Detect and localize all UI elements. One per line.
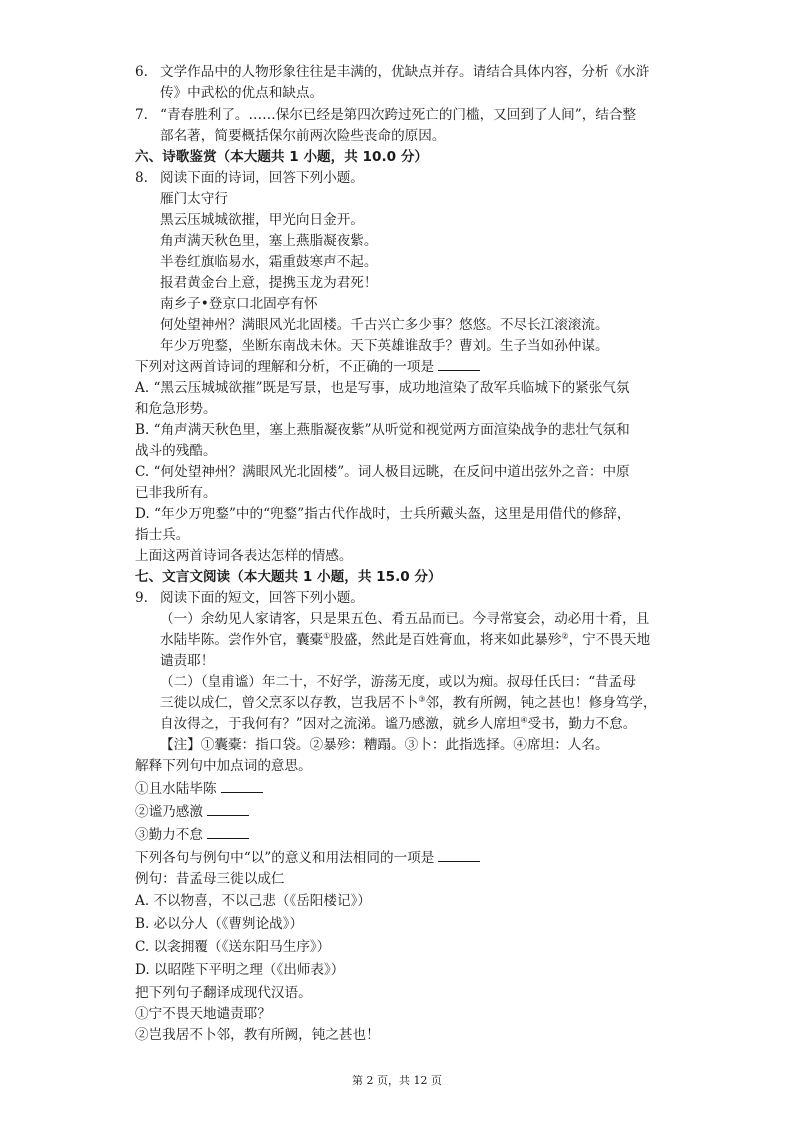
answer-blank[interactable] [438, 357, 480, 371]
question-stem: 下列对这两首诗词的理解和分析，不正确的一项是 [135, 357, 480, 377]
passage-line: 三徙以成仁，曾父烹豕以存教，岂我居不卜③邻，教有所阙，钝之甚也！修身笃学， [160, 694, 657, 711]
passage-line: 谴责耶！ [160, 653, 215, 669]
footnote: 【注】①囊橐：指口袋。②暴殄：糟蹋。③卜：此指选择。④席坦：人名。 [160, 737, 609, 753]
option-text: 指士兵。 [135, 527, 190, 543]
option-c: C. “何处望神州？满眼风光北固楼”。词人极目远眺，在反问中道出弦外之音：中原 [135, 464, 630, 480]
option-a: A. “黑云压城城欲摧”既是写景，也是写事，成功地渲染了敌军兵临城下的紧张气氛 [135, 380, 630, 396]
question-intro: 阅读下面的短文，回答下列小题。 [160, 590, 364, 606]
sub-question-item: ②岂我居不卜邻，教有所阙，钝之甚也！ [135, 1027, 380, 1043]
option-d: D. 以昭陛下平明之理（《出师表》） [135, 962, 345, 978]
passage-line: 水陆毕陈。尝作外官，囊橐①股盛，然此是百姓膏血，将来如此暴殄②，宁不畏天地 [160, 631, 651, 648]
question-text: “青春胜利了。……保尔已经是第四次跨过死亡的门槛，又回到了人间”，结合整 [160, 107, 637, 123]
poem-line: 角声满天秋色里，塞上燕脂凝夜紫。 [160, 233, 378, 249]
sub-question-stem: 解释下列句中加点词的意思。 [135, 758, 312, 774]
poem-line: 黑云压城城欲摧，甲光向日金开。 [160, 212, 364, 228]
poem-line: 半卷红旗临易水，霜重鼓寒声不起。 [160, 254, 378, 270]
question-number: 7. [135, 107, 148, 123]
poem-title: 南乡子•登京口北固亭有怀 [160, 296, 318, 312]
footnote-mark: ① [323, 631, 331, 641]
question-number: 6. [135, 64, 148, 80]
sub-question-item: ①宁不畏天地谴责耶？ [135, 1006, 271, 1022]
footnote-mark: ③ [418, 694, 426, 704]
passage-line: （一）余幼见人家请客，只是果五色、肴五品而已。今寻常宴会，动必用十肴，且 [160, 611, 650, 627]
sub-question-item: ①且水陆毕陈 [135, 779, 263, 799]
question-text: 上面这两首诗词各表达怎样的情感。 [135, 548, 353, 564]
poem-line: 年少万兜鍪，坐断东南战未休。天下英雄谁敌手？曹刘。生子当如孙仲谋。 [160, 338, 609, 354]
answer-blank[interactable] [221, 779, 263, 793]
option-a: A. 不以物喜，不以己悲（《岳阳楼记》） [135, 893, 371, 909]
question-number: 8. [135, 170, 148, 186]
poem-title: 雁门太守行 [160, 191, 228, 207]
passage-line: （二）（皇甫谧）年二十，不好学，游荡无度，或以为痴。叔母任氏曰：“昔孟母 [160, 674, 636, 690]
page-footer: 第 2 页，共 12 页 [352, 1074, 442, 1087]
option-text: 战斗的残酷。 [135, 443, 217, 459]
option-d: D. “年少万兜鍪”中的“兜鍪”指古代作战时，士兵所戴头盔，这里是用借代的修辞， [135, 506, 631, 522]
question-number: 9. [135, 590, 148, 606]
poem-line: 何处望神州？满眼风光北固楼。千古兴亡多少事？悠悠。不尽长江滚滚流。 [160, 317, 609, 333]
sub-question-item: ②谧乃感激 [135, 802, 249, 822]
passage-line: 自汝得之，于我何有？”因对之流涕。谧乃感激，就乡人席坦④受书，勤力不怠。 [160, 715, 637, 732]
footnote-mark: ④ [520, 715, 528, 725]
option-c: C. 以衾拥覆（《送东阳马生序》） [135, 939, 331, 955]
option-b: B. 必以分人（《曹刿论战》） [135, 916, 304, 932]
answer-blank[interactable] [207, 802, 249, 816]
example-sentence: 例句：昔孟母三徙以成仁 [135, 871, 285, 887]
answer-blank[interactable] [438, 848, 480, 862]
section-heading: 七、文言文阅读（本大题共 1 小题，共 15.0 分） [135, 569, 442, 585]
question-text: 部名著，简要概括保尔前两次险些丧命的原因。 [160, 128, 446, 144]
option-text: 和危急形势。 [135, 401, 217, 417]
question-text: 文学作品中的人物形象往往是丰满的，优缺点并存。请结合具体内容，分析《水浒 [160, 64, 650, 80]
answer-blank[interactable] [207, 825, 249, 839]
sub-question-item: ③勤力不怠 [135, 825, 249, 845]
section-heading: 六、诗歌鉴赏（本大题共 1 小题，共 10.0 分） [135, 149, 429, 165]
footnote-mark: ② [561, 631, 569, 641]
question-text: 传》中武松的优点和缺点。 [160, 85, 324, 101]
question-intro: 阅读下面的诗词，回答下列小题。 [160, 170, 364, 186]
sub-question-stem: 下列各句与例句中“以”的意义和用法相同的一项是 [135, 848, 480, 868]
sub-question-stem: 把下列句子翻译成现代汉语。 [135, 985, 312, 1001]
option-text: 已非我所有。 [135, 485, 217, 501]
option-b: B. “角声满天秋色里，塞上燕脂凝夜紫”从听觉和视觉两方面渲染战争的悲壮气氛和 [135, 422, 630, 438]
poem-line: 报君黄金台上意，提携玉龙为君死！ [160, 275, 378, 291]
